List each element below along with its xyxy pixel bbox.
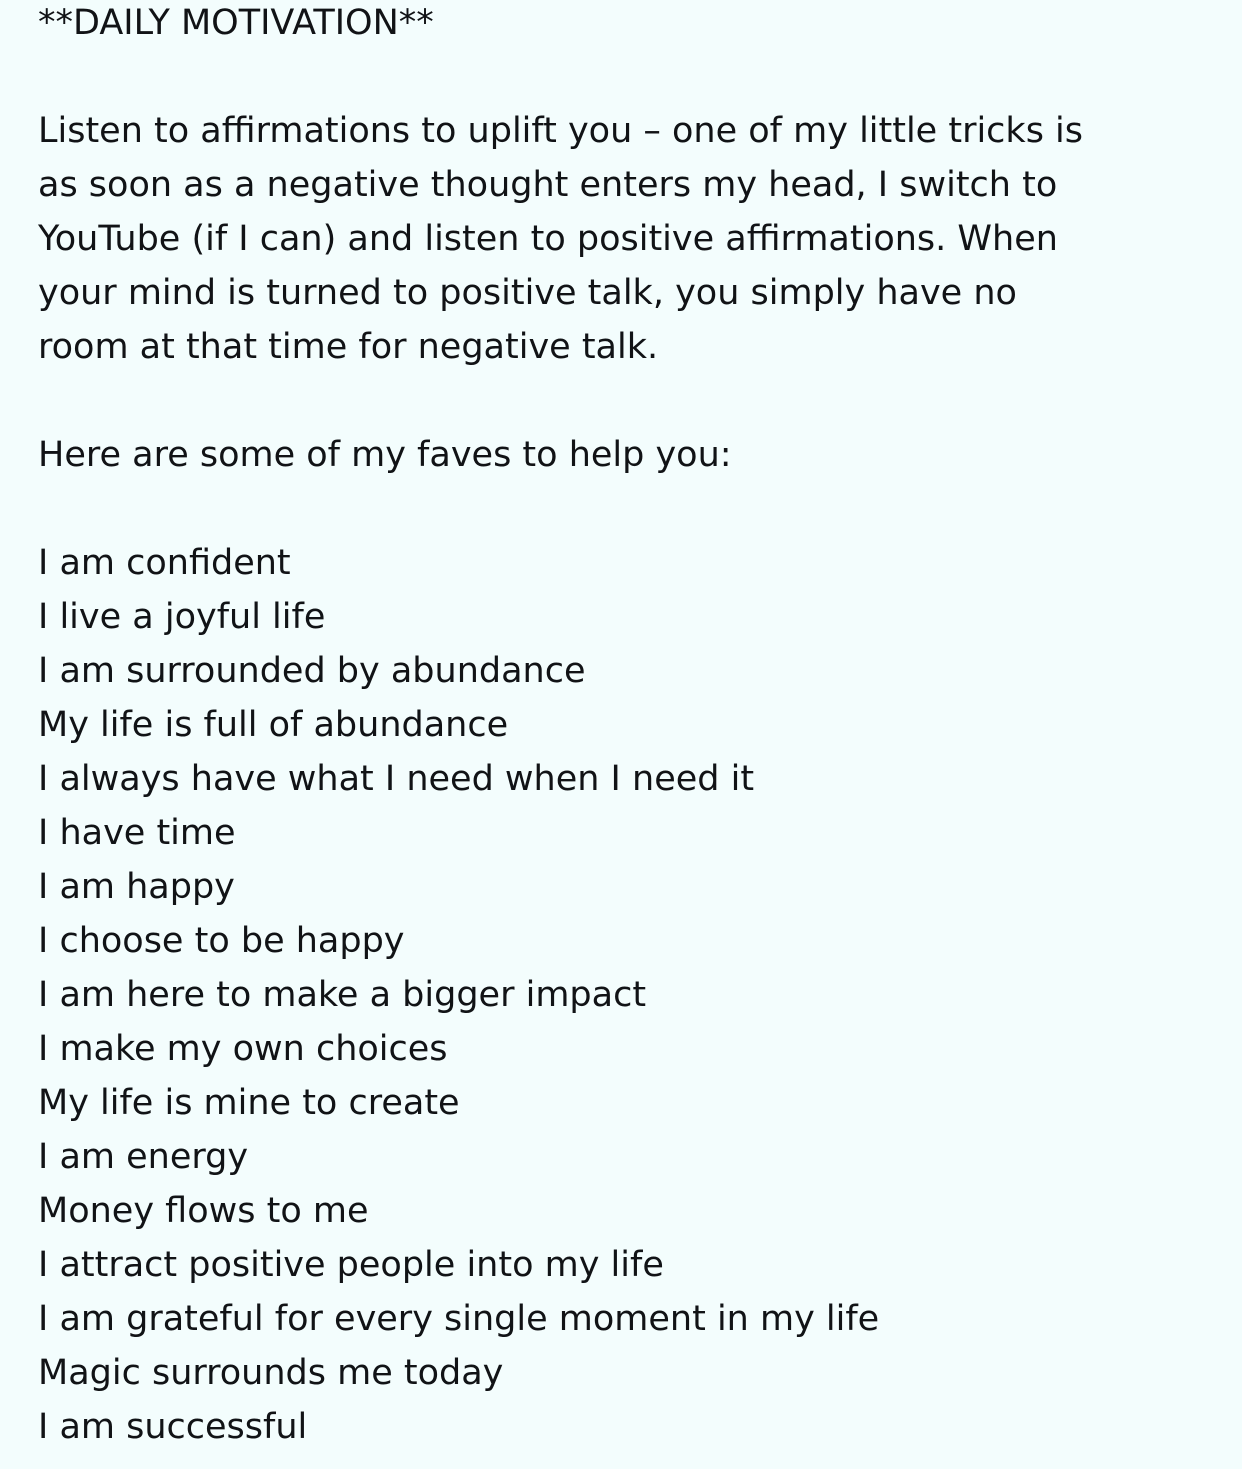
list-lead-text: Here are some of my faves to help you: xyxy=(38,435,732,475)
list-item: I am happy xyxy=(38,867,235,907)
list-item: My life is full of abundance xyxy=(38,705,509,745)
list-item: I am successful xyxy=(38,1407,308,1447)
intro-line: as soon as a negative thought enters my head, I switch to xyxy=(38,165,1058,205)
list-item: I attract positive people into my life xyxy=(38,1245,664,1285)
intro-paragraph xyxy=(38,104,1083,374)
list-item: Magic surrounds me today xyxy=(38,1353,504,1393)
list-item: Money flows to me xyxy=(38,1191,369,1231)
list-item: I make my own choices xyxy=(38,1029,448,1069)
list-item: I am here to make a bigger impact xyxy=(38,975,647,1015)
list-item: I choose to be happy xyxy=(38,921,405,961)
intro-line: your mind is turned to positive talk, you simply have no xyxy=(38,273,1017,313)
list-item: I am grateful for every single moment in my life xyxy=(38,1299,880,1339)
list-item: I always have what I need when I need it xyxy=(38,759,755,799)
list-item: I live a joyful life xyxy=(38,597,326,637)
intro-line: YouTube (if I can) and listen to positive affirmations. When xyxy=(38,219,1058,259)
affirmation-list xyxy=(38,536,879,1454)
list-item: I am confident xyxy=(38,543,291,583)
list-item: I have time xyxy=(38,813,236,853)
intro-line: room at that time for negative talk. xyxy=(38,327,659,367)
intro-line: Listen to affirmations to uplift you – one of my little tricks is xyxy=(38,111,1084,151)
list-item: I am energy xyxy=(38,1137,249,1177)
list-item: My life is mine to create xyxy=(38,1083,460,1123)
page-title: **DAILY MOTIVATION** xyxy=(38,3,434,43)
list-item: I am surrounded by abundance xyxy=(38,651,586,691)
